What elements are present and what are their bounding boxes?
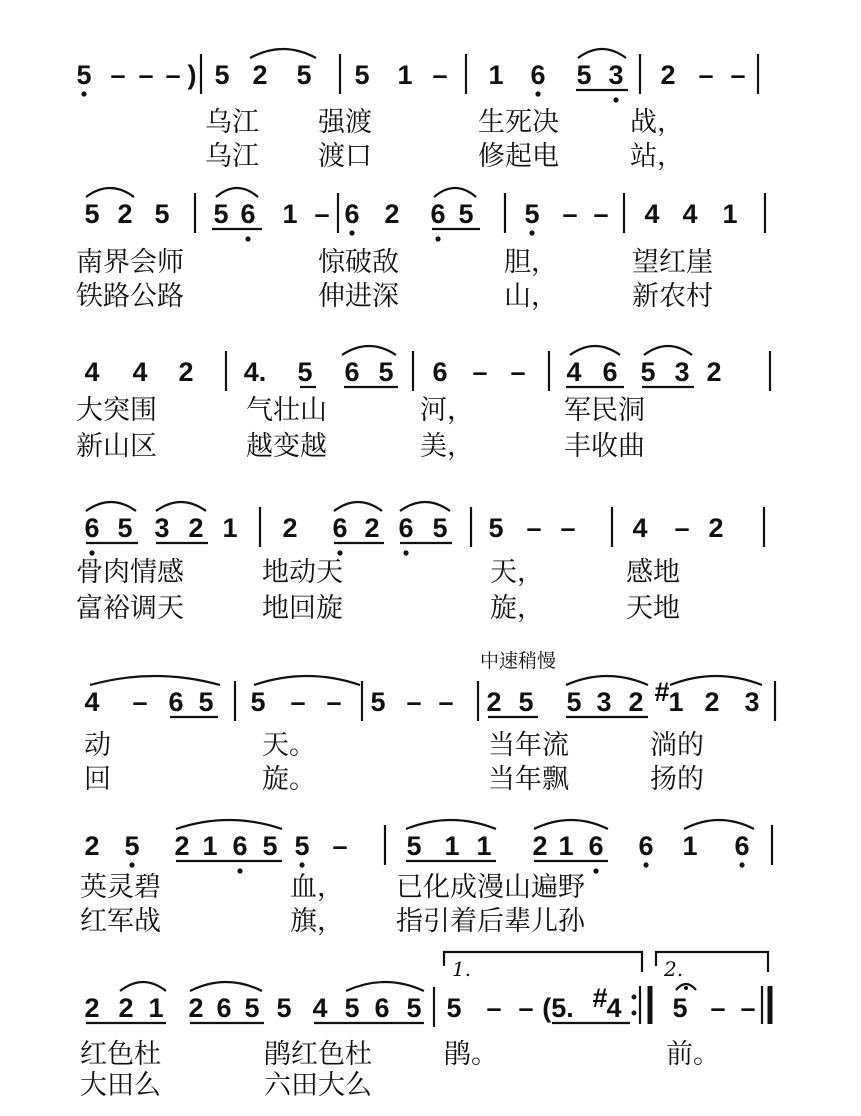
octave-dot-below <box>237 868 242 873</box>
lyric-line: 已化成漫山遍野 <box>396 872 585 903</box>
note-digit: 2 <box>384 199 400 229</box>
note-digit: 5 <box>488 513 504 543</box>
lyric-line: 望红崖 <box>632 247 713 278</box>
note-digit: 1 <box>682 831 698 861</box>
note-digit: 5 <box>276 993 292 1023</box>
note-digit: 4 <box>682 199 698 229</box>
fermata-dot <box>684 986 688 990</box>
lyric-line: 生死决 <box>478 107 559 138</box>
lyric-line: 丰收曲 <box>564 431 645 462</box>
system-3-lyrics <box>76 395 645 462</box>
octave-dot-below <box>245 236 250 241</box>
lyric-line: 天， <box>490 557 544 588</box>
lyric-line: 旋。 <box>262 764 316 795</box>
lyric-line: 感地 <box>626 557 680 588</box>
lyric-line: 渡口 <box>318 141 372 172</box>
octave-dot-below <box>435 236 440 241</box>
lyric-line: 惊破敌 <box>318 247 399 278</box>
note-digit: 2 <box>704 687 720 717</box>
slur-arc <box>578 49 626 58</box>
lyric-line: 英灵碧 <box>80 872 161 903</box>
lyric-line: 天。 <box>262 730 316 761</box>
lyric-line: 河， <box>420 395 474 426</box>
octave-dot-below <box>739 862 744 867</box>
note-digit: 5 <box>518 687 534 717</box>
note-digit: 6 <box>332 513 348 543</box>
slur-arc <box>400 502 450 511</box>
note-digit: 5 <box>406 993 422 1023</box>
lyric-line: 旗， <box>290 906 344 937</box>
note-digit: 5 <box>154 199 170 229</box>
duration-dash: – <box>110 60 126 90</box>
octave-dot-below <box>403 550 408 555</box>
note-digit: 3 <box>674 357 690 387</box>
lyric-line: 乌江 <box>205 107 259 138</box>
lyric-line: 天地 <box>626 593 680 624</box>
note-digit: 5 <box>344 993 360 1023</box>
note-digit: 2 <box>282 513 298 543</box>
note-digit: 2 <box>188 513 204 543</box>
note-digit: 2 <box>84 831 100 861</box>
slur-arc <box>684 820 754 829</box>
duration-dash: – <box>472 357 488 387</box>
note-digit: 6 <box>84 513 100 543</box>
note-digit: 5 <box>672 993 688 1023</box>
duration-dash: – <box>710 993 726 1023</box>
duration-dash: – <box>438 687 454 717</box>
lyric-line: 当年飘 <box>488 764 569 795</box>
lyric-line: 骨肉情感 <box>76 557 184 588</box>
octave-dot-below <box>89 550 94 555</box>
note-digit: 6 <box>430 199 446 229</box>
volta-2-label: 2. <box>664 957 684 981</box>
note-digit: 6 <box>734 831 750 861</box>
duration-dash: – <box>593 199 609 229</box>
system-1-lyrics <box>205 107 684 172</box>
note-digit: 2 <box>84 993 100 1023</box>
lyric-line: 乌江 <box>205 141 259 172</box>
note-digit: 1 <box>722 199 738 229</box>
octave-dot-below <box>643 862 648 867</box>
system-6-lyrics <box>80 872 586 937</box>
duration-dash: – <box>132 687 148 717</box>
slur-arc <box>566 676 648 685</box>
slur-arc <box>190 982 262 991</box>
duration-dash: – <box>326 687 342 717</box>
sharp-sign: # <box>592 983 608 1013</box>
octave-dot-below <box>299 862 304 867</box>
note-digit: 5 <box>432 513 448 543</box>
lyric-line: 气壮山 <box>246 395 327 426</box>
note-digit: ) <box>187 60 197 90</box>
note-digit: 2 <box>252 60 268 90</box>
note-digit: 5 <box>117 513 133 543</box>
note-digit: 4 <box>312 993 328 1023</box>
duration-dash: – <box>332 831 348 861</box>
note-digit: 5 <box>458 199 474 229</box>
duration-dash: – <box>290 687 306 717</box>
lyric-line: 红色杜 <box>80 1039 161 1070</box>
slur-arc <box>670 676 762 685</box>
note-digit: 1 <box>444 831 460 861</box>
lyric-line: 修起电 <box>478 141 559 172</box>
duration-dash: – <box>432 60 448 90</box>
note-digit: 2 <box>628 687 644 717</box>
note-digit: 2 <box>532 831 548 861</box>
slur-arc <box>570 346 620 355</box>
note-digit: 4 <box>132 357 148 387</box>
lyric-line: 指引着后辈儿孙 <box>396 906 585 937</box>
note-digit: 1 <box>148 993 164 1023</box>
note-digit: 2 <box>486 687 502 717</box>
lyric-line: 地回旋 <box>262 593 343 624</box>
note-digit: 5 <box>198 687 214 717</box>
lyric-line: 大突围 <box>76 395 157 426</box>
note-digit: 5 <box>296 60 312 90</box>
note-digit: 5 <box>370 687 386 717</box>
duration-dash: – <box>518 993 534 1023</box>
lyric-line: 大田么 <box>80 1070 161 1101</box>
note-digit: 6 <box>638 831 654 861</box>
note-digit: 5 <box>124 831 140 861</box>
note-digit: 2 <box>364 513 380 543</box>
note-digit: (5. <box>542 993 574 1023</box>
lyric-line: 血， <box>290 872 344 903</box>
volta-brackets <box>444 952 768 981</box>
lyric-line: 铁路公路 <box>76 281 184 312</box>
slur-arc <box>250 49 316 58</box>
note-digit: 5 <box>213 199 229 229</box>
duration-dash: – <box>314 199 330 229</box>
note-digit: 6 <box>374 993 390 1023</box>
slur-arc <box>534 820 608 829</box>
note-digit: 4 <box>606 993 622 1023</box>
note-digit: 5 <box>446 993 462 1023</box>
lyric-line: 伸进深 <box>318 281 399 312</box>
note-digit: 1 <box>397 60 413 90</box>
lyric-line: 南界会师 <box>76 247 184 278</box>
note-digit: 3 <box>596 687 612 717</box>
duration-dash: – <box>406 687 422 717</box>
lyric-line: 鹃。 <box>444 1039 498 1070</box>
note-digit: 6 <box>240 199 256 229</box>
duration-dash: – <box>698 60 714 90</box>
lyric-line: 富裕调天 <box>76 593 184 624</box>
note-digit: 4 <box>632 513 648 543</box>
repeat-dot <box>632 995 637 1000</box>
note-digit: 5 <box>244 993 260 1023</box>
note-digit: 2 <box>660 60 676 90</box>
lyric-line: 战， <box>630 107 684 138</box>
lyric-line: 站， <box>630 141 684 172</box>
note-digit: 6 <box>216 993 232 1023</box>
note-digit: 5 <box>250 687 266 717</box>
duration-dash: – <box>138 60 154 90</box>
duration-dash: – <box>560 513 576 543</box>
octave-dot-below <box>593 868 598 873</box>
note-digit: 1 <box>668 687 684 717</box>
note-digit: 3 <box>608 60 624 90</box>
note-digit: 4 <box>84 687 100 717</box>
note-digit: 5 <box>640 357 656 387</box>
system-2-lyrics <box>76 247 713 312</box>
duration-dash: – <box>510 357 526 387</box>
lyric-line: 军民洞 <box>564 395 645 426</box>
slur-arc <box>644 346 692 355</box>
duration-dash: – <box>740 993 756 1023</box>
octave-dot-below <box>129 862 134 867</box>
note-digit: 5 <box>297 357 313 387</box>
system-5-lyrics <box>84 730 704 795</box>
octave-dot-below <box>613 97 618 102</box>
note-digit: 4. <box>243 357 267 387</box>
volta-1-bracket <box>444 952 642 972</box>
lyric-line: 山， <box>504 281 558 312</box>
note-digit: 6 <box>344 199 360 229</box>
lyric-line: 旋， <box>490 593 544 624</box>
duration-dash: – <box>674 513 690 543</box>
lyric-line: 回 <box>84 764 111 795</box>
slur-arc <box>156 502 206 511</box>
note-digit: 5 <box>378 357 394 387</box>
system-7-lyrics <box>80 1039 720 1101</box>
slur-arc <box>342 346 396 355</box>
note-digit: 6 <box>398 513 414 543</box>
lyric-line: 鹃红色杜 <box>264 1039 372 1070</box>
note-digit: 1 <box>222 513 238 543</box>
slur-arc <box>90 676 220 685</box>
slur-arc <box>434 188 476 197</box>
slur-arc <box>406 820 496 829</box>
note-digit: 1 <box>558 831 574 861</box>
note-digit: 4 <box>644 199 660 229</box>
lyric-line: 六田大么 <box>264 1070 372 1101</box>
lyric-line: 红军战 <box>80 906 161 937</box>
system-4-lyrics <box>76 557 680 624</box>
note-digit: 2 <box>708 513 724 543</box>
note-digit: 2 <box>188 993 204 1023</box>
note-digit: 6 <box>168 687 184 717</box>
octave-dot-below <box>337 550 342 555</box>
duration-dash: – <box>486 993 502 1023</box>
note-digit: 6 <box>432 357 448 387</box>
volta-1-label: 1. <box>452 957 472 981</box>
lyric-line: 越变越 <box>246 431 327 462</box>
note-digit: 5 <box>84 199 100 229</box>
note-digit: 5 <box>354 60 370 90</box>
lyric-line: 当年流 <box>488 730 569 761</box>
note-digit: 5 <box>576 60 592 90</box>
lyric-line: 胆， <box>504 247 558 278</box>
note-digit: 5 <box>406 831 422 861</box>
slur-arc <box>86 188 134 197</box>
note-digit: 6 <box>344 357 360 387</box>
slur-arc <box>216 188 258 197</box>
note-digit: 1 <box>282 199 298 229</box>
note-digit: 6 <box>232 831 248 861</box>
lyric-line: 美， <box>420 431 474 462</box>
sharp-sign: # <box>654 677 670 707</box>
duration-dash: – <box>165 60 181 90</box>
slur-arc <box>346 982 424 991</box>
note-digit: 5 <box>524 199 540 229</box>
note-digit: 5 <box>262 831 278 861</box>
lyric-line: 前。 <box>666 1039 720 1070</box>
note-digit: 2 <box>174 831 190 861</box>
note-digit: 3 <box>154 513 170 543</box>
note-digit: 1 <box>202 831 218 861</box>
octave-dot-below <box>349 230 354 235</box>
note-digit: 2 <box>117 199 133 229</box>
duration-dash: – <box>562 199 578 229</box>
lyric-line: 新农村 <box>632 281 713 312</box>
slur-arc <box>176 820 282 829</box>
lyric-line: 新山区 <box>76 431 157 462</box>
note-digit: 5 <box>294 831 310 861</box>
repeat-dot <box>632 1011 637 1016</box>
slur-arc <box>86 502 136 511</box>
duration-dash: – <box>526 513 542 543</box>
note-digit: 6 <box>530 60 546 90</box>
slur-arc <box>334 502 382 511</box>
lyric-line: 淌的 <box>650 730 704 761</box>
lyric-line: 强渡 <box>318 107 372 138</box>
lyric-line: 扬的 <box>650 764 704 795</box>
note-digit: 5 <box>76 60 92 90</box>
octave-dot-below <box>81 91 86 96</box>
note-digit: 5 <box>566 687 582 717</box>
lyric-line: 地动天 <box>262 557 343 588</box>
note-digit: 2 <box>706 357 722 387</box>
note-digit: 4 <box>566 357 582 387</box>
note-digit: 1 <box>488 60 504 90</box>
note-digit: 1 <box>476 831 492 861</box>
note-digit: 6 <box>602 357 618 387</box>
note-digit: 5 <box>214 60 230 90</box>
slur-arc <box>120 982 166 991</box>
slur-arc <box>254 676 360 685</box>
note-digit: 3 <box>744 687 760 717</box>
octave-dot-below <box>535 91 540 96</box>
octave-dot-below <box>529 230 534 235</box>
duration-dash: – <box>730 60 746 90</box>
lyric-line: 动 <box>84 730 111 761</box>
note-digit: 2 <box>118 993 134 1023</box>
tempo-mark: 中速稍慢 <box>480 650 557 672</box>
note-digit: 2 <box>178 357 194 387</box>
note-digit: 6 <box>588 831 604 861</box>
note-digit: 4 <box>84 357 100 387</box>
